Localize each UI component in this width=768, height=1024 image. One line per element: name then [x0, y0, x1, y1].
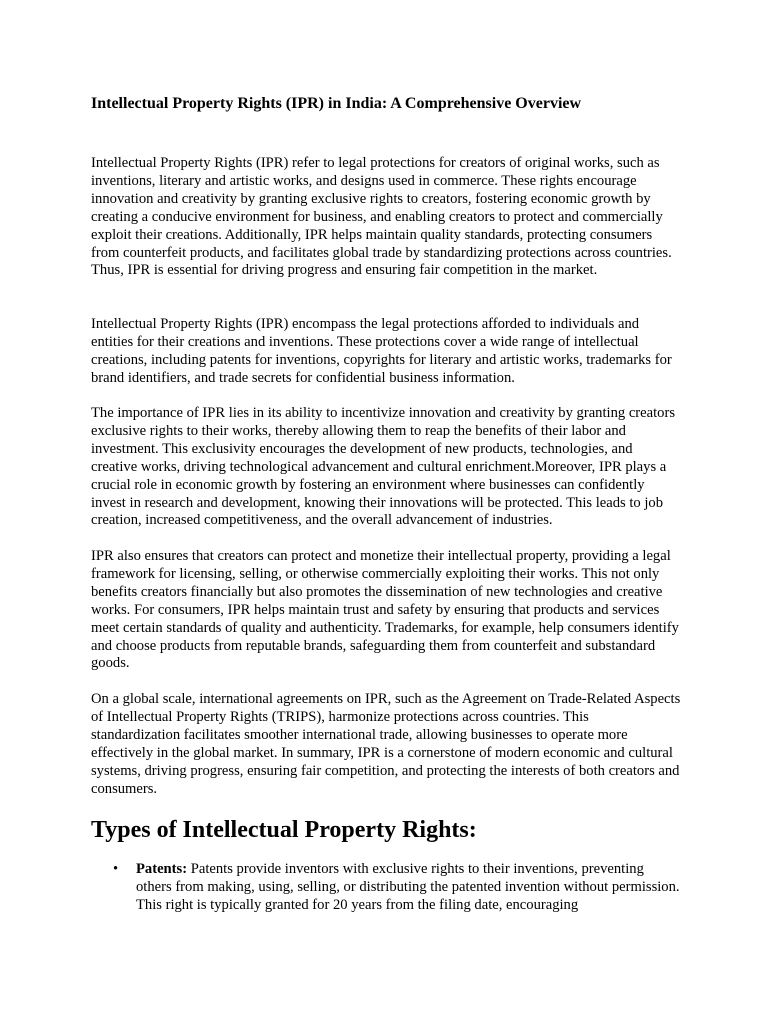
paragraph-ipr-definition: Intellectual Property Rights (IPR) refer to legal protections for creators of original works, such as inventions, literary and artistic works, and designs used in commerce. These rights encourage innovation and creativity by granting exclusive rights to creators, fostering economic growth by creating a conducive environment for business, and enabling creators to protect and commercially exploit their creations. Additionally, IPR helps maintain quality standards, protecting consumers from counterfeit products, and facilitates global trade by standardizing protections across countries. Thus, IPR is essential for driving progress and ensuring fair competition in the market. [91, 155, 672, 279]
types-list [91, 861, 681, 915]
paragraph-ipr-scope: Intellectual Property Rights (IPR) encompass the legal protections afforded to individuals and entities for their creations and inventions. These protections cover a wide range of intellectual creations, including patents for inventions, copyrights for literary and artistic works, trademarks for brand identifiers, and trade secrets for confidential business information. [91, 316, 672, 386]
bullet-term: Patents: [136, 861, 188, 877]
document-title: Intellectual Property Rights (IPR) in India: A Comprehensive Overview [91, 95, 582, 112]
section-heading-types: Types of Intellectual Property Rights: [91, 817, 477, 843]
list-item-patents [91, 861, 681, 915]
bullet-text: Patents provide inventors with exclusive rights to their inventions, preventing others from making, using, selling, or distributing the patented invention without permission. This right is typically granted for 20 years from the filing date, encouraging [136, 861, 680, 913]
paragraph-ipr-global: On a global scale, international agreements on IPR, such as the Agreement on Trade-Related Aspects of Intellectual Property Rights (TRIPS), harmonize protections across countries. This standardization facilitates smoother international trade, allowing businesses to operate more effectively in the global market. In summary, IPR is a cornerstone of modern economic and cultural systems, driving progress, ensuring fair competition, and protecting the interests of both creators and consumers. [91, 691, 681, 797]
paragraph-ipr-monetization: IPR also ensures that creators can protect and monetize their intellectual property, providing a legal framework for licensing, selling, or otherwise commercially exploiting their works. This not only benefits creators financially but also promotes the dissemination of new technologies and creative works. For consumers, IPR helps maintain trust and safety by ensuring that products and services meet certain standards of quality and authenticity. Trademarks, for example, help consumers identify and choose products from reputable brands, safeguarding them from counterfeit and substandard goods. [91, 548, 679, 672]
paragraph-ipr-importance: The importance of IPR lies in its ability to incentivize innovation and creativity by granting creators exclusive rights to their works, thereby allowing them to reap the benefits of their labor and investment. This exclusivity encourages the development of new products, technologies, and creative works, driving technological advancement and cultural enrichment.Moreover, IPR plays a crucial role in economic growth by fostering an environment where businesses can confidently invest in research and development, knowing their innovations will be protected. This leads to job creation, increased competitiveness, and the overall advancement of industries. [91, 405, 675, 529]
bullet-marker: • [113, 861, 119, 877]
